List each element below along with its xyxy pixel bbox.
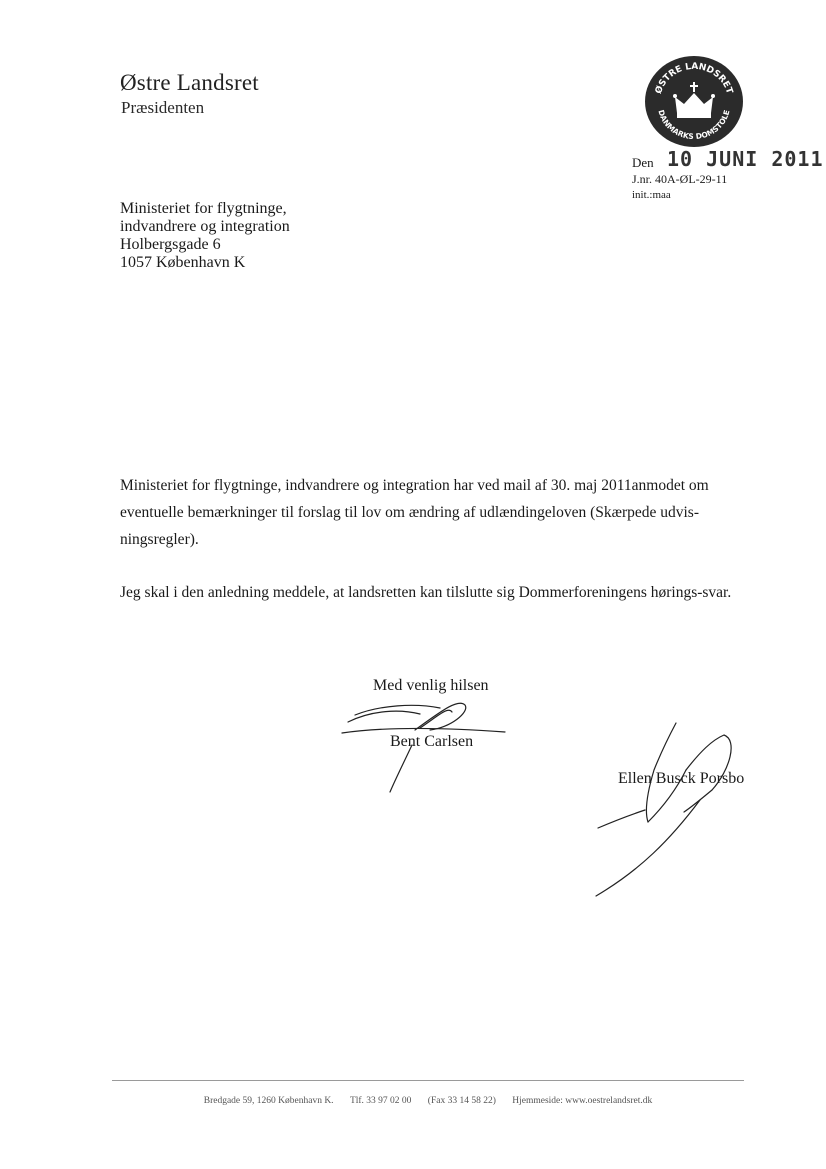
signature-ellen-busck-porsbo — [596, 723, 731, 896]
footer — [112, 1096, 744, 1106]
court-name: Østre Landsret — [120, 70, 259, 95]
court-department: Præsidenten — [121, 98, 205, 117]
signatory-1-name: Bent Carlsen — [390, 733, 474, 750]
date-stamp: 10 JUNI 2011 — [667, 147, 824, 171]
recipient-line-3: Holbergsgade 6 — [120, 236, 221, 253]
journal-number: J.nr. 40A-ØL-29-11 — [632, 172, 728, 186]
closing-greeting: Med venlig hilsen — [373, 677, 489, 694]
court-seal — [644, 55, 744, 148]
footer-address: Bredgade 59, 1260 København K. — [203, 1096, 334, 1106]
signatory-2-name: Ellen Busck Porsbo — [618, 770, 745, 787]
recipient-line-2: indvandrere og integration — [120, 218, 290, 235]
footer-divider — [112, 1080, 744, 1081]
seal-top-text: ØSTRE LANDSRET — [653, 61, 735, 96]
recipient-line-1: Ministeriet for flygtninge, — [120, 200, 287, 217]
recipient-line-4: 1057 København K — [120, 254, 246, 271]
footer-website: Hjemmeside: www.oestrelandsret.dk — [512, 1096, 653, 1106]
body-paragraph-1: Ministeriet for flygtninge, indvandrere og integration har ved mail af 30. maj 2011anmodet om eventuelle bemærkninger til forslag til lov om ændring af udlændingeloven (Skærpede udvis-ningsregler). — [120, 477, 709, 548]
date-label: Den — [632, 155, 654, 170]
body-paragraph-2: Jeg skal i den anledning meddele, at landsretten kan tilslutte sig Dommerforeningens hørings-svar. — [120, 584, 732, 601]
footer-fax: (Fax 33 14 58 22) — [427, 1096, 496, 1106]
footer-phone: Tlf. 33 97 02 00 — [349, 1096, 412, 1106]
initials: init.:maa — [632, 189, 671, 201]
seal-bottom-text: DANMARKS DOMSTOLE — [656, 108, 732, 142]
